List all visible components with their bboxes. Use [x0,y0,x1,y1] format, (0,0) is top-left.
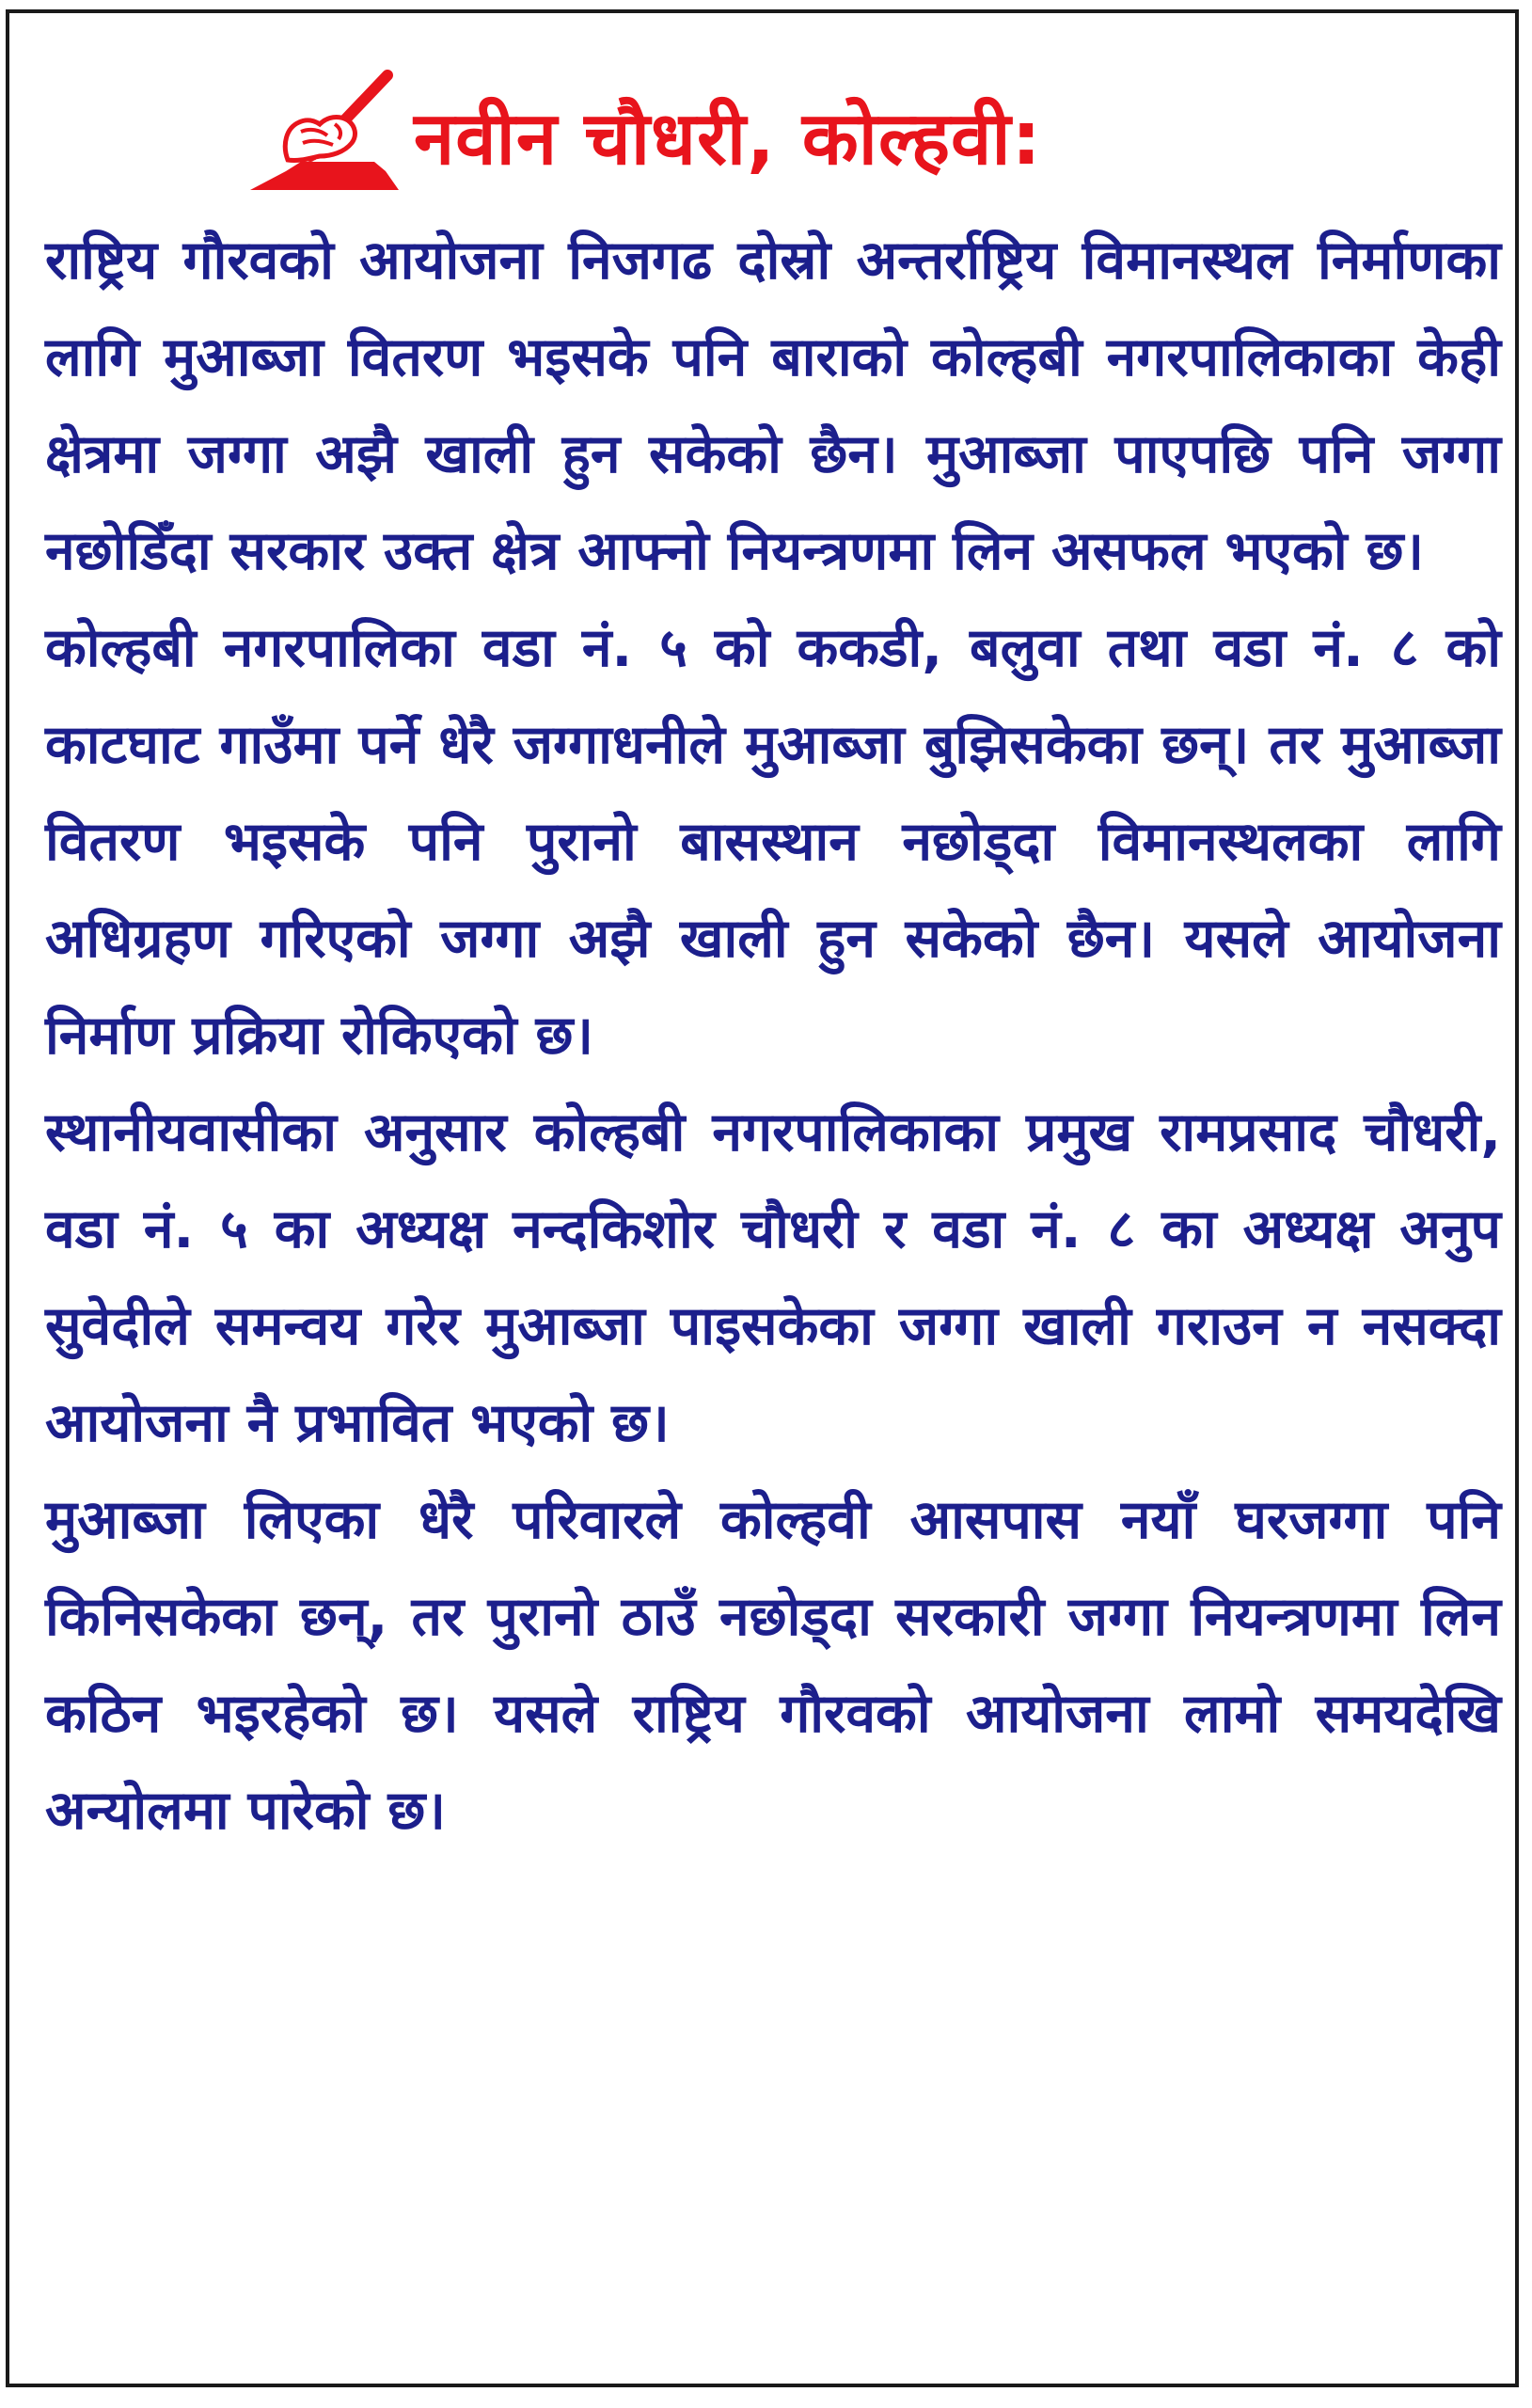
article-frame [6,9,1519,2387]
byline-header [245,70,1042,201]
article-paragraph-3: स्थानीयवासीका अनुसार कोल्हबी नगरपालिकाका प्रमुख रामप्रसाद चौधरी, वडा नं. ५ का अध्यक्ष नन्दकिशोर चौधरी र वडा नं. ८ का अध्यक्ष अनुप सुवेदीले समन्वय गरेर मुआब्जा पाइसकेका जग्गा खाली गराउन न नसक्दा आयोजना नै प्रभावित भएको छ। [45,1101,1501,1454]
article-paragraph-4: मुआब्जा लिएका धेरै परिवारले कोल्हवी आसपास नयाँ घरजग्गा पनि किनिसकेका छन्, तर पुरानो ठाउँ नछोड्दा सरकारी जग्गा नियन्त्रणमा लिन कठिन भइरहेको छ। यसले राष्ट्रिय गौरवको आयोजना लामो समयदेखि अन्योलमा पारेको छ। [45,1489,1501,1842]
article-body [45,213,1501,1860]
hand-writing-with-pen-icon [245,70,404,201]
article-paragraph-2: कोल्हबी नगरपालिका वडा नं. ५ को ककडी, बलुवा तथा वडा नं. ८ को काटघाट गाउँमा पर्ने धेरै जग्गाधनीले मुआब्जा बुझिसकेका छन्। तर मुआब्जा वितरण भइसके पनि पुरानो बासस्थान नछोड्दा विमानस्थलका लागि अधिग्रहण गरिएको जग्गा अझै खाली हुन सकेको छैन। यसले आयोजना निर्माण प्रक्रिया रोकिएको छ। [45,617,1501,1067]
article-paragraph-1: राष्ट्रिय गौरवको आयोजना निजगढ दोस्रो अन्तर्राष्ट्रिय विमानस्थल निर्माणका लागि मुआब्जा वितरण भइसके पनि बाराको कोल्हबी नगरपालिकाका केही क्षेत्रमा जग्गा अझै खाली हुन सकेको छैन। मुआब्जा पाएपछि पनि जग्गा नछोडिँदा सरकार उक्त क्षेत्र आफ्नो नियन्त्रणमा लिन असफल भएको छ। [45,230,1501,582]
byline-title: नवीन चौधरी, कोल्हवी: [414,97,1042,182]
